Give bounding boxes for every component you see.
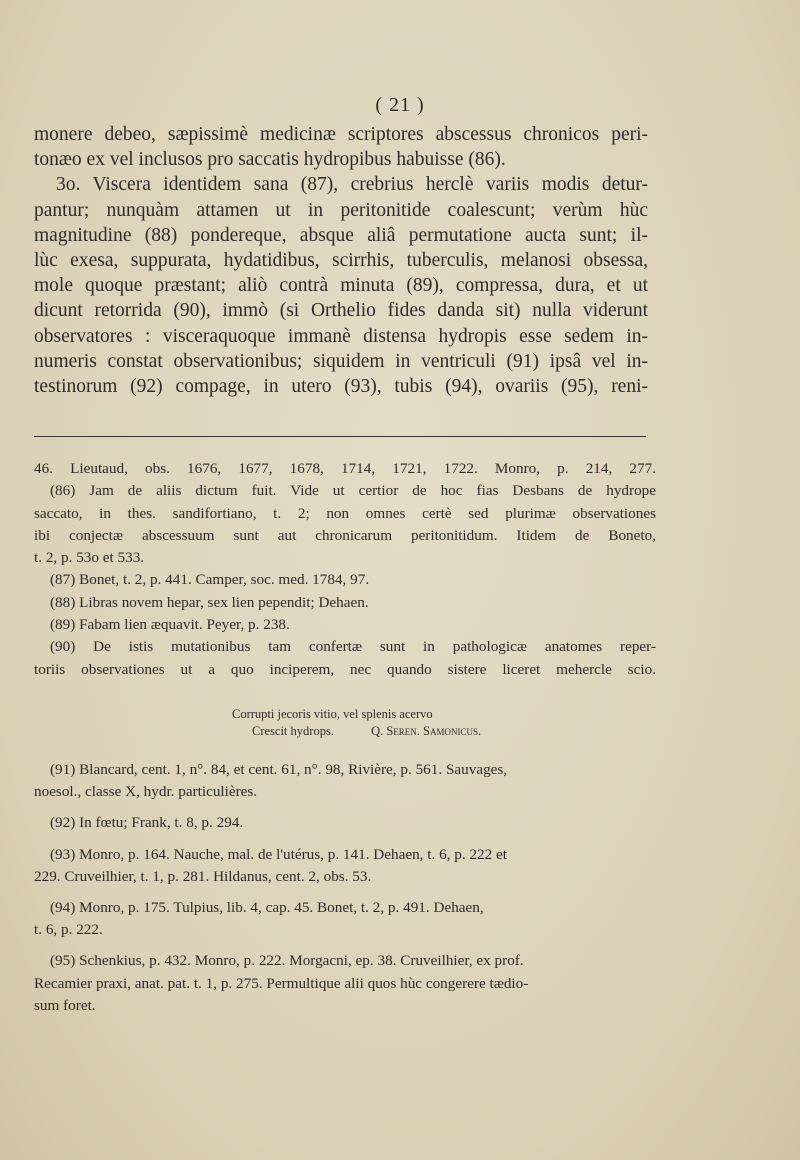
- quote-author: Q. Seren. Samonicus.: [371, 724, 482, 738]
- footnote-line: 46. Lieutaud, obs. 1676, 1677, 1678, 1714, 1721, 1722. Monro, p. 214, 277.: [34, 460, 656, 477]
- body-line: tonæo ex vel inclusos pro saccatis hydropibus habuisse (86).: [34, 149, 506, 171]
- footnote-line: t. 6, p. 222.: [34, 921, 103, 939]
- body-line: pantur; nunquàm attamen ut in peritonitide coalescunt; verùm hùc: [34, 199, 648, 221]
- footnote-line: t. 2, p. 53o et 533.: [34, 549, 145, 567]
- quote-line: [200, 723, 540, 740]
- footnote-line: (91) Blancard, cent. 1, n°. 84, et cent. 61, n°. 98, Rivière, p. 561. Sauvages,: [50, 761, 508, 778]
- footnotes-lower: [34, 759, 656, 1017]
- footnote-line: (87) Bonet, t. 2, p. 441. Camper, soc. med. 1784, 97.: [50, 571, 370, 589]
- footnote-line: (93) Monro, p. 164. Nauche, mal. de l'utérus, p. 141. Dehaen, t. 6, p. 222 et: [50, 845, 507, 863]
- body-line: 3o. Viscera identidem sana (87), crebrius herclè variis modis detur-: [56, 174, 648, 196]
- footnote-line: (95) Schenkius, p. 432. Monro, p. 222. Morgacni, ep. 38. Cruveilhier, ex prof.: [50, 952, 524, 970]
- body-line: monere debeo, sæpissimè medicinæ scriptores abscessus chronicos peri-: [34, 124, 648, 145]
- footnote-line: Recamier praxi, anat. pat. t. 1, p. 275. Permultique alii quos hùc congerere tædio-: [34, 974, 529, 992]
- footnote-line: ibi conjectæ abscessuum sunt aut chronicarum peritonitidum. Itidem de Boneto,: [34, 526, 656, 544]
- footnote-line: noesol., classe X, hydr. particulières.: [34, 783, 258, 801]
- body-line: numeris constat observationibus; siquidem in ventriculi (91) ipsâ vel in-: [34, 350, 648, 372]
- body-line: lùc exesa, suppurata, hydatidibus, scirrhis, tuberculis, melanosi obsessa,: [34, 250, 648, 272]
- footnotes-upper: [34, 458, 656, 681]
- body-line: dicunt retorrida (90), immò (si Orthelio fides danda sit) nulla viderunt: [34, 300, 648, 322]
- footnote-line: (94) Monro, p. 175. Tulpius, lib. 4, cap. 45. Bonet, t. 2, p. 491. Dehaen,: [50, 899, 484, 917]
- footnote-line: sum foret.: [34, 996, 96, 1014]
- main-body-text: [34, 122, 648, 399]
- quote-line: Corrupti jecoris vitio, vel splenis acervo: [232, 707, 433, 721]
- footnote-line: toriis observationes ut a quo inciperem, nec quando sistere liceret mehercle scio.: [34, 660, 656, 678]
- body-line: mole quoque præstant; aliò contrà minuta (89), compressa, dura, et ut: [34, 275, 648, 297]
- footnote-line: (90) De istis mutationibus tam confertæ sunt in pathologicæ anatomes reper-: [50, 638, 656, 656]
- quote-text: Crescit hydrops.: [252, 724, 334, 738]
- footnote-line: (89) Fabam lien æquavit. Peyer, p. 238.: [50, 616, 290, 634]
- footnote-line: saccato, in thes. sandifortiano, t. 2; non omnes certè sed plurimæ observationes: [34, 504, 656, 522]
- footnote-line: (88) Libras novem hepar, sex lien pependit; Dehaen.: [50, 593, 369, 611]
- body-line: testinorum (92) compage, in utero (93), tubis (94), ovariis (95), reni-: [34, 376, 648, 398]
- verse-quotation: [200, 706, 540, 740]
- footnote-divider: [34, 436, 646, 437]
- body-line: observatores : visceraquoque immanè distensa hydropis esse sedem in-: [34, 325, 648, 347]
- footnote-line: (86) Jam de aliis dictum fuit. Vide ut certior de hoc fias Desbans de hydrope: [50, 482, 656, 500]
- page-number: ( 21 ): [375, 94, 425, 116]
- body-line: magnitudine (88) pondereque, absque aliâ permutatione aucta sunt; il-: [34, 224, 648, 246]
- footnote-line: (92) In fœtu; Frank, t. 8, p. 294.: [50, 814, 244, 832]
- footnote-line: 229. Cruveilhier, t. 1, p. 281. Hildanus, cent. 2, obs. 53.: [34, 867, 372, 885]
